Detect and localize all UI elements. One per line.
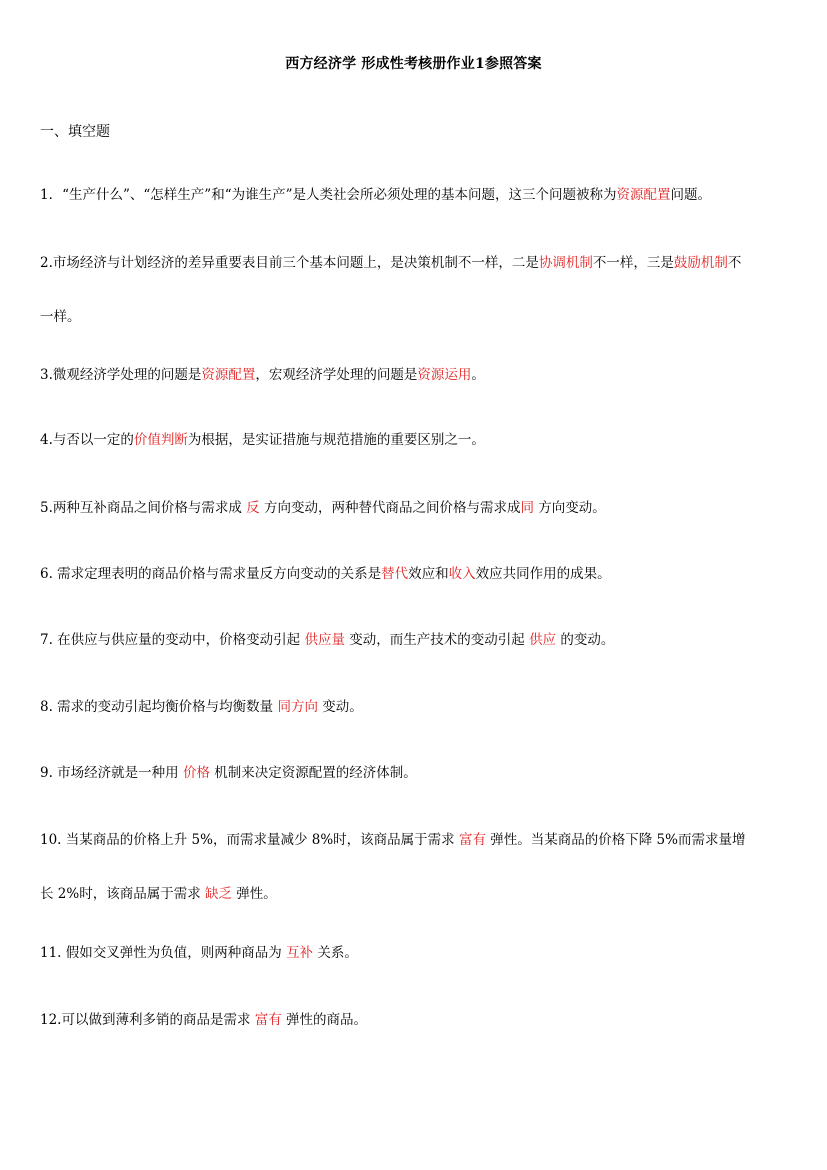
question-6 [40,547,800,601]
question-text: 9. 市场经济就是一种用 [40,765,183,781]
question-text: 弹性。当某商品的价格下降 5%而需求量增 [485,832,746,848]
answer-text: 缺乏 [205,886,232,902]
answer-text: 价格 [182,765,210,781]
answer-text: 供应 [529,632,557,648]
question-text: 弹性的商品。 [281,1012,368,1028]
question-text: ，宏观经济学处理的问题是 [255,367,418,383]
question-2 [40,236,800,344]
question-line [40,867,800,921]
question-12 [40,993,800,1047]
question-line [40,813,800,867]
question-5 [40,481,800,535]
answer-text: 互补 [286,945,314,961]
question-text: 6. 需求定理表明的商品价格与需求量反方向变动的关系是 [40,566,382,582]
question-text: 效应和 [408,566,449,582]
question-11 [40,926,800,980]
question-text: 10. 当某商品的价格上升 5%，而需求量减少 8%时，该商品属于需求 [40,832,459,848]
answer-text: 资源配置 [201,367,256,383]
question-text: 5.两种互补商品之间价格与需求成 [40,500,247,516]
question-text: 变动。 [317,699,363,715]
question-line [40,547,800,601]
answer-text: 同方向 [277,699,318,715]
answer-text: 富有 [254,1012,282,1028]
question-text: 12.可以做到薄利多销的商品是需求 [40,1012,255,1028]
question-10 [40,813,800,921]
answer-text: 反 [246,500,260,516]
question-text: 变动，而生产技术的变动引起 [344,632,530,648]
answer-text: 协调机制 [538,255,593,271]
question-text: 长 2%时，该商品属于需求 [40,886,205,902]
question-line [40,413,800,467]
question-text: 11. 假如交叉弹性为负值，则两种商品为 [40,945,287,961]
question-line [40,168,800,222]
question-line [40,993,800,1047]
question-text: 1．“生产什么”、“怎样生产”和“为谁生产”是人类社会所必须处理的基本问题，这三个问题被称为 [40,187,617,203]
question-line [40,926,800,980]
question-text: 3.微观经济学处理的问题是 [40,367,202,383]
question-text: 问题。 [670,187,711,203]
question-9 [40,746,800,800]
question-text: 一样。 [40,309,81,325]
answer-text: 资源运用 [417,367,472,383]
question-text: 8. 需求的变动引起均衡价格与均衡数量 [40,699,278,715]
question-3 [40,348,800,402]
question-line [40,348,800,402]
document-title: 西方经济学 形成性考核册作业1参照答案 [285,56,542,72]
question-text: 为根据，是实证措施与规范措施的重要区别之一。 [187,432,485,448]
question-text: 不一样，三是 [592,255,674,271]
answer-text: 鼓励机制 [673,255,728,271]
question-4 [40,413,800,467]
question-line [40,680,800,734]
question-text: 方向变动，两种替代商品之间价格与需求成 [259,500,521,516]
question-text: 2.市场经济与计划经济的差异重要表目前三个基本问题上，是决策机制不一样，二是 [40,255,539,271]
question-text: 方向变动。 [533,500,606,516]
question-line [40,290,800,344]
question-text: 不 [727,255,742,271]
answer-text: 收入 [448,566,476,582]
section-heading: 一、填空题 [40,124,110,140]
question-7 [40,613,800,667]
question-line [40,746,800,800]
question-text: 的变动。 [556,632,615,648]
question-line [40,481,800,535]
answer-text: 供应量 [304,632,345,648]
question-1 [40,168,800,222]
question-line [40,236,800,290]
question-text: 效应共同作用的成果。 [475,566,611,582]
question-text: 关系。 [313,945,358,961]
answer-text: 价值判断 [133,432,188,448]
answer-text: 同 [520,500,534,516]
question-text: 。 [471,367,485,383]
answer-text: 富有 [458,832,486,848]
question-text: 7. 在供应与供应量的变动中，价格变动引起 [40,632,305,648]
question-text: 弹性。 [232,886,277,902]
question-text: 机制来决定资源配置的经济体制。 [209,765,417,781]
question-8 [40,680,800,734]
question-line [40,613,800,667]
question-text: 4.与否以一定的 [40,432,134,448]
answer-text: 替代 [381,566,409,582]
answer-text: 资源配置 [616,187,671,203]
